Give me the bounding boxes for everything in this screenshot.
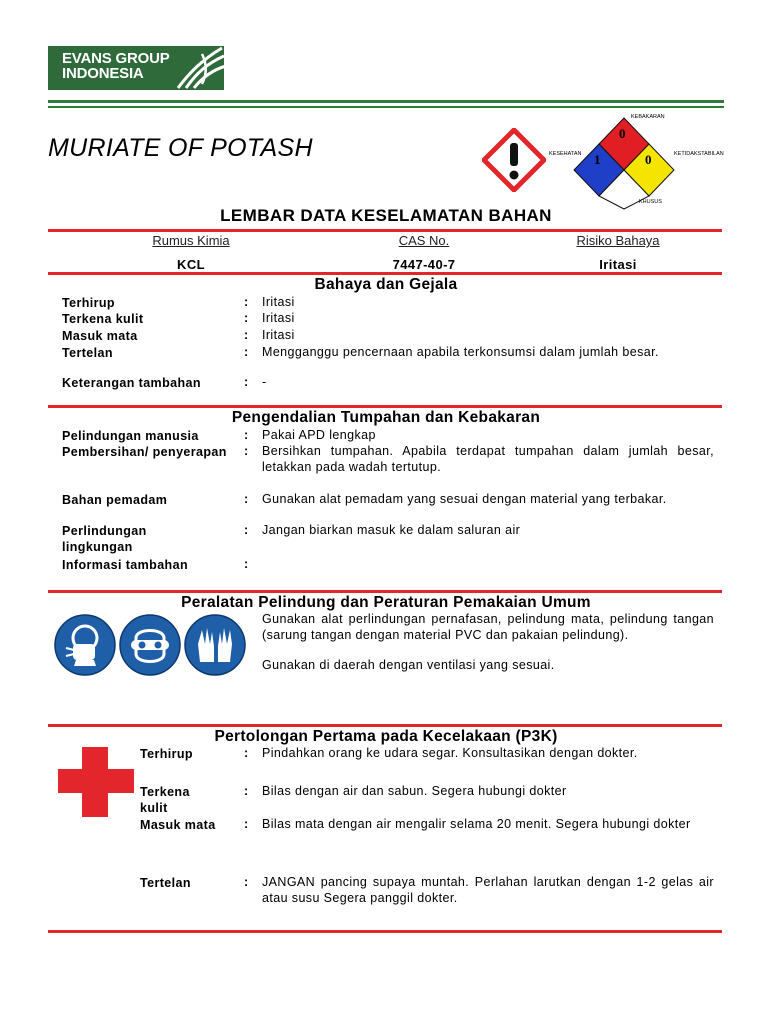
first-aid-label: Terkena kulit	[140, 785, 190, 815]
first-aid-value: Bilas dengan air dan sabun. Segera hubungi dokter	[262, 784, 567, 798]
first-aid-label: Terhirup	[140, 747, 193, 761]
hazard-value: -	[262, 375, 267, 389]
risk-value: Iritasi	[599, 257, 637, 272]
hazard-label: Terhirup	[62, 296, 115, 310]
hazard-label: Tertelan	[62, 346, 113, 360]
hazard-label: Masuk mata	[62, 329, 138, 343]
nfpa-label-fire: KEBAKARAN	[631, 114, 665, 120]
red-rule	[48, 405, 722, 408]
colon: :	[244, 784, 249, 798]
first-aid-value: JANGAN pancing supaya muntah. Perlahan larutkan dengan 1-2 gelas air atau susu Segera panggil dokter.	[262, 875, 714, 905]
nfpa-fire-value: 0	[619, 126, 626, 141]
cas-label: CAS No.	[398, 233, 450, 248]
gloves-icon	[184, 614, 246, 676]
red-rule	[48, 229, 722, 232]
colon: :	[244, 492, 249, 506]
respirator-mask-icon	[54, 614, 116, 676]
colon: :	[244, 375, 249, 389]
hazard-label: Keterangan tambahan	[62, 376, 201, 390]
hazard-label: Terkena kulit	[62, 312, 144, 326]
hazard-value: Iritasi	[262, 328, 295, 342]
red-rule	[48, 724, 722, 727]
red-rule	[48, 590, 722, 593]
spill-label: Perlindungan lingkungan	[62, 524, 147, 554]
formula-label: Rumus Kimia	[152, 233, 230, 248]
spill-value: Gunakan alat pemadam yang sesuai dengan material yang terbakar.	[262, 492, 667, 506]
colon: :	[244, 328, 249, 342]
ppe-text-1: Gunakan alat perlindungan pernafasan, pelindung mata, pelindung tangan (sarung tangan dengan material PVC dan pakaian pelindung).	[262, 612, 714, 642]
risk-label: Risiko Bahaya	[576, 233, 660, 248]
colon: :	[244, 523, 249, 537]
ppe-text-2: Gunakan di daerah dengan ventilasi yang sesuai.	[262, 658, 555, 672]
spill-value: Bersihkan tumpahan. Apabila terdapat tumpahan dalam jumlah besar, letakkan pada wadah tertutup.	[262, 444, 714, 474]
first-aid-label: Masuk mata	[140, 818, 216, 832]
header-green-rule	[48, 100, 724, 103]
colon: :	[244, 557, 249, 571]
product-title: MURIATE OF POTASH	[48, 134, 313, 162]
spill-label: Pembersihan/ penyerapan	[62, 445, 227, 459]
safety-goggles-icon	[119, 614, 181, 676]
first-aid-value: Bilas mata dengan air mengalir selama 20 menit. Segera hubungi dokter	[262, 817, 691, 831]
first-aid-heading: Pertolongan Pertama pada Kecelakaan (P3K)	[214, 728, 558, 745]
leaf-logo-icon	[172, 44, 228, 90]
hazard-value: Iritasi	[262, 295, 295, 309]
nfpa-label-special: KHUSUS	[639, 199, 662, 205]
colon: :	[244, 311, 249, 325]
hazard-value: Iritasi	[262, 311, 295, 325]
nfpa-label-reactivity: KETIDAKSTABILAN	[674, 151, 724, 157]
exclamation-warning-icon	[482, 128, 546, 192]
red-rule	[48, 272, 722, 275]
colon: :	[244, 875, 249, 889]
red-cross-icon	[58, 747, 134, 817]
spill-value: Pakai APD lengkap	[262, 428, 376, 442]
formula-value: KCL	[177, 257, 205, 272]
spill-heading: Pengendalian Tumpahan dan Kebakaran	[231, 409, 541, 426]
hazards-heading: Bahaya dan Gejala	[314, 276, 458, 293]
spill-label: Bahan pemadam	[62, 493, 168, 507]
nfpa-health-value: 1	[594, 152, 601, 167]
nfpa-label-health: KESEHATAN	[549, 151, 582, 157]
nfpa-reactivity-value: 0	[645, 152, 652, 167]
nfpa-diamond	[547, 113, 727, 213]
spill-label: Informasi tambahan	[62, 558, 188, 572]
spill-value: Jangan biarkan masuk ke dalam saluran air	[262, 523, 521, 537]
colon: :	[244, 817, 249, 831]
ppe-heading: Peralatan Pelindung dan Peraturan Pemakaian Umum	[181, 594, 591, 611]
colon: :	[244, 345, 249, 359]
colon: :	[244, 295, 249, 309]
spill-label: Pelindungan manusia	[62, 429, 199, 443]
red-rule	[48, 930, 722, 933]
first-aid-label: Tertelan	[140, 876, 191, 890]
first-aid-value: Pindahkan orang ke udara segar. Konsultasikan dengan dokter.	[262, 746, 638, 760]
logo-line-2: INDONESIA	[62, 65, 144, 82]
header-green-rule-2	[48, 106, 724, 108]
hazard-value: Mengganggu pencernaan apabila terkonsumsi dalam jumlah besar.	[262, 345, 659, 359]
cas-value: 7447-40-7	[392, 257, 456, 272]
main-heading: LEMBAR DATA KESELAMATAN BAHAN	[220, 206, 552, 225]
logo-line-1: EVANS GROUP	[62, 50, 170, 67]
colon: :	[244, 444, 249, 458]
colon: :	[244, 428, 249, 442]
company-logo-text	[62, 51, 170, 81]
colon: :	[244, 746, 249, 760]
